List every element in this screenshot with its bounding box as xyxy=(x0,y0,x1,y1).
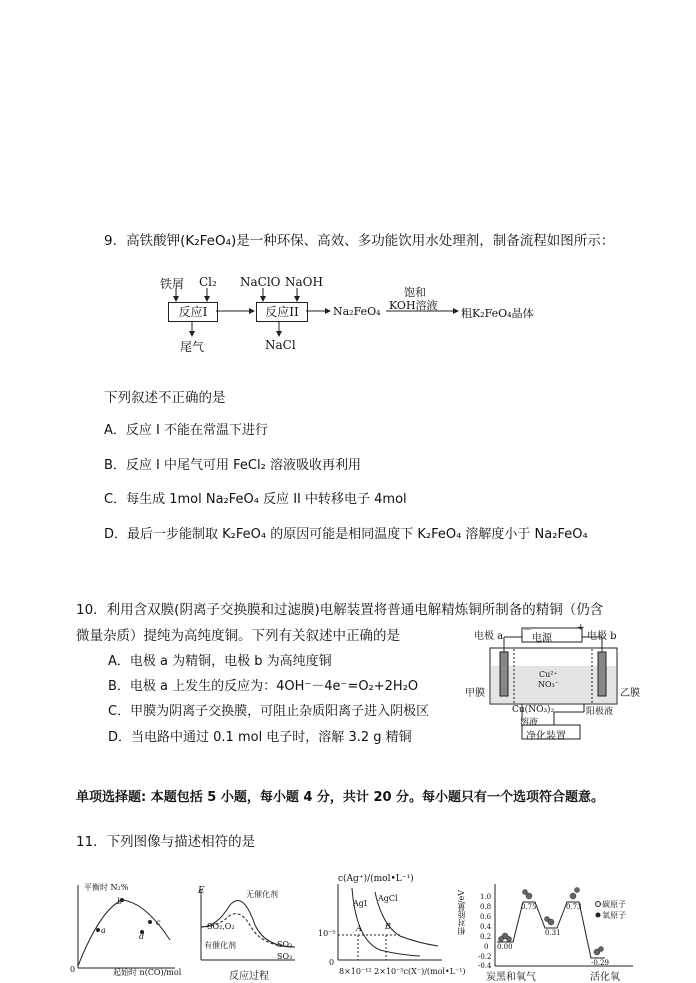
flow-intermediate: Na₂FeO₄ xyxy=(333,305,381,318)
graph1-origin: 0 xyxy=(70,965,76,974)
graph1-point-d: d xyxy=(139,932,145,941)
graph3-ylabel: c(Ag⁺)/(mol•L⁻¹) xyxy=(338,874,414,884)
label-minus: － xyxy=(523,626,533,636)
flow-input-naclo: NaClO xyxy=(240,275,281,289)
flow-box-reaction1: 反应I xyxy=(168,302,218,322)
q9-option-a[interactable]: A．反应 I 不能在常温下进行 xyxy=(104,423,268,438)
graph4-value-3: 0.31 xyxy=(545,929,561,937)
flow-output-tailgas: 尾气 xyxy=(180,340,205,354)
graph1-xlabel: 起始时 n(CO)/mol xyxy=(113,968,182,977)
label-power: 电源 xyxy=(532,633,552,644)
graph4-tick-2: 0.8 xyxy=(480,903,492,911)
label-membrane-b: 乙膜 xyxy=(620,688,640,699)
graph3-xlabel: 8×10⁻¹² 2×10⁻⁵c(X⁻)/(mol•L⁻¹) xyxy=(339,967,466,976)
label-ion-cu: Cu²⁺ xyxy=(539,670,558,679)
q9-option-c[interactable]: C．每生成 1mol Na₂FeO₄ 反应 II 中转移电子 4mol xyxy=(104,492,407,507)
flow-arrows xyxy=(150,270,470,350)
flow-box-reaction2: 反应II xyxy=(256,302,308,322)
graph2-label-so3-a: SO₃ xyxy=(277,940,293,949)
label-electrode-a: 电极 a xyxy=(474,631,504,642)
label-anolyte: 阳极液 xyxy=(586,707,614,717)
q10-option-a[interactable]: A．电极 a 为精铜，电极 b 为高纯度铜 xyxy=(108,654,332,669)
graph3-tick: 10⁻⁵ xyxy=(318,929,336,938)
flow-input-iron: 铁屑 xyxy=(160,277,185,291)
graph2-label-so3-b: SO₃ xyxy=(277,952,293,961)
graph4-tick-5: 0.2 xyxy=(480,933,492,941)
graph4-value-4: 0.73 xyxy=(566,903,582,911)
flow-product: 粗K₂FeO₄晶体 xyxy=(461,307,534,320)
graph2-label-no-catalyst: 无催化剂 xyxy=(246,890,278,899)
q11-stem: 11．下列图像与描述相符的是 xyxy=(76,834,256,850)
graph1-point-b: b xyxy=(117,897,123,906)
flow-input-naoh: NaOH xyxy=(285,275,323,289)
graph3-point-a: A xyxy=(356,924,362,933)
graph4-value-2: 0.75 xyxy=(521,903,537,911)
q9-prompt: 下列叙述不正确的是 xyxy=(104,390,226,406)
label-membrane-a: 甲膜 xyxy=(465,688,485,699)
flow-output-nacl: NaCl xyxy=(265,338,296,352)
graph3-series-agi: AgI xyxy=(353,899,368,908)
graph4-xlabel-left: 炭黑和氧气 xyxy=(486,972,536,983)
q10-option-c[interactable]: C．甲膜为阴离子交换膜，可阻止杂质阳离子进入阴极区 xyxy=(108,704,430,719)
graph1-point-c: c xyxy=(156,918,161,927)
graph4-value-5: -0.29 xyxy=(591,959,609,967)
graph2-label-reactants: SO₂,O₂ xyxy=(207,922,235,931)
flow-condition-bottom: KOH溶液 xyxy=(389,299,438,312)
section-heading: 单项选择题: 本题包括 5 小题，每小题 4 分，共计 20 分。每小题只有一个选项符合题意。 xyxy=(76,790,605,805)
graph1-drawing xyxy=(70,880,180,975)
graph2-xlabel: 反应过程 xyxy=(229,971,269,982)
q10-stem-line2: 微量杂质）提纯为高纯度铜。下列有关叙述中正确的是 xyxy=(76,628,400,644)
flow-input-cl2: Cl₂ xyxy=(199,275,217,289)
label-solution-2: 溶液 xyxy=(520,718,539,728)
graph3-origin: 0 xyxy=(329,958,335,967)
graph1-ylabel: 平衡时 N₂% xyxy=(84,883,129,892)
label-ion-no3: NO₃⁻ xyxy=(538,680,559,689)
graph4-legend-carbon: 碳原子 xyxy=(602,900,626,909)
graph4-tick-7: -0.2 xyxy=(478,953,492,961)
graph4-tick-4: 0.4 xyxy=(480,923,492,931)
label-electrode-b: 电极 b xyxy=(587,631,617,642)
graph3-point-b: B xyxy=(385,922,391,931)
q10-option-b[interactable]: B．电极 a 上发生的反应为：4OH⁻－4e⁻=O₂+2H₂O xyxy=(108,679,419,694)
graph3-series-agcl: AgCl xyxy=(378,894,398,903)
graph2-label-catalyst: 有催化剂 xyxy=(204,941,236,950)
q10-stem-line1: 10．利用含双膜(阴离子交换膜和过滤膜)电解装置将普通电解精炼铜所制备的精铜（仍含 xyxy=(76,602,604,618)
graph4-ylabel: 相对能量/eV xyxy=(457,890,466,936)
graph4-tick-3: 0.6 xyxy=(480,913,492,921)
graph4-tick-6: 0 xyxy=(484,943,489,951)
graph4-xlabel-right: 活化氧 xyxy=(590,972,620,983)
graph2-ylabel: E xyxy=(198,886,205,896)
graph4-legend-oxygen: 氧原子 xyxy=(602,911,626,920)
q9-stem: 9．高铁酸钾(K₂FeO₄)是一种环保、高效、多功能饮用水处理剂，制备流程如图所示： xyxy=(104,233,615,249)
label-plus: + xyxy=(577,623,585,633)
graph4-value-1: 0.00 xyxy=(497,943,513,951)
label-solution-1: Cu(NO₃)₂ xyxy=(512,705,555,715)
graph4-tick-1: 1.0 xyxy=(480,893,492,901)
label-purifier: 净化装置 xyxy=(526,731,566,742)
q9-option-b[interactable]: B．反应 I 中尾气可用 FeCl₂ 溶液吸收再利用 xyxy=(104,458,361,473)
graph1-point-a: a xyxy=(101,926,106,935)
q9-option-d[interactable]: D．最后一步能制取 K₂FeO₄ 的原因可能是相同温度下 K₂FeO₄ 溶解度小于 Na₂FeO₄ xyxy=(104,527,588,542)
q10-option-d[interactable]: D．当电路中通过 0.1 mol 电子时，溶解 3.2 g 精铜 xyxy=(108,730,412,745)
graph4-tick-8: -0.4 xyxy=(478,962,492,970)
flow-condition-top: 饱和 xyxy=(404,286,426,299)
